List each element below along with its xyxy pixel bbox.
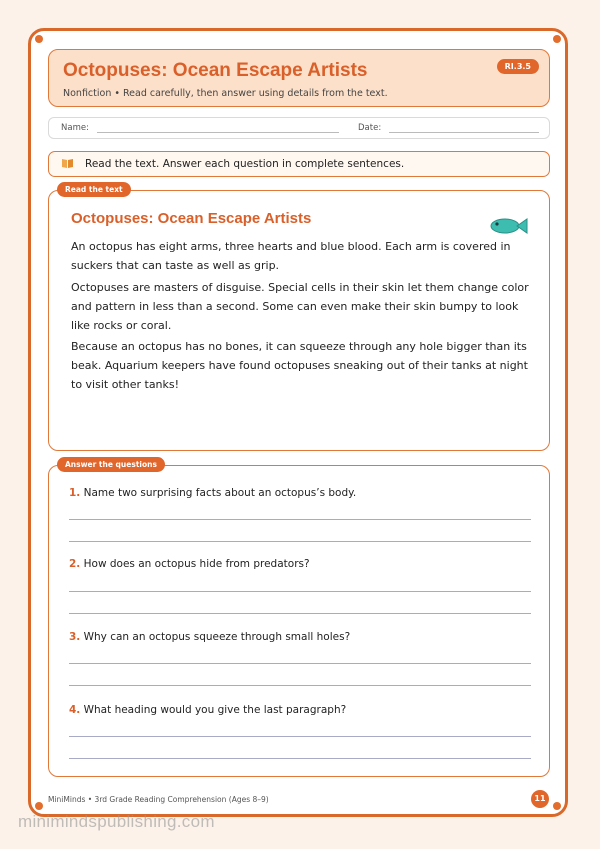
reading-paragraph: An octopus has eight arms, three hearts and blue blood. Each arm is covered in suckers that can taste as well as grip. <box>71 240 511 272</box>
question-1: 1. Name two surprising facts about an octopus’s body. <box>69 487 357 499</box>
reading-paragraph: Because an octopus has no bones, it can squeeze through any hole bigger than its beak. Aquarium keepers have found octopuses sneaking out of their tanks at night to visit other tanks! <box>71 340 528 391</box>
date-label: Date: <box>358 123 382 133</box>
name-field[interactable] <box>97 132 339 133</box>
question-4: 4. What heading would you give the last paragraph? <box>69 704 347 716</box>
answer-line[interactable] <box>69 613 531 614</box>
reading-paragraph: Octopuses are masters of disguise. Special cells in their skin let them change color and pattern in less than a second. Some can even make their skin bumpy to look like rocks or coral. <box>71 281 529 332</box>
answer-line[interactable] <box>69 663 531 664</box>
answer-line[interactable] <box>69 685 531 686</box>
corner-dot <box>553 35 561 43</box>
footer-text: MiniMinds • 3rd Grade Reading Comprehension (Ages 8–9) <box>48 795 269 804</box>
reading-title: Octopuses: Ocean Escape Artists <box>71 210 312 227</box>
page-subtitle: Nonfiction • Read carefully, then answer using details from the text. <box>63 88 388 99</box>
page-number: 11 <box>531 790 549 808</box>
open-book-icon <box>61 158 74 169</box>
question-3: 3. Why can an octopus squeeze through small holes? <box>69 631 351 643</box>
question-2: 2. How does an octopus hide from predators? <box>69 558 310 570</box>
name-date-box <box>48 117 550 139</box>
answer-line[interactable] <box>69 591 531 592</box>
answer-line[interactable] <box>69 736 531 737</box>
name-label: Name: <box>61 123 89 133</box>
corner-dot <box>35 35 43 43</box>
watermark: minimindspublishing.com <box>18 812 215 831</box>
questions-section <box>48 460 550 777</box>
answer-line[interactable] <box>69 519 531 520</box>
date-field[interactable] <box>389 132 539 133</box>
instruction-box <box>48 151 550 177</box>
worksheet-header <box>48 49 550 107</box>
corner-dot <box>553 802 561 810</box>
page-title: Octopuses: Ocean Escape Artists <box>63 60 368 81</box>
corner-dot <box>35 802 43 810</box>
questions-tag: Answer the questions <box>57 457 165 472</box>
standard-badge: RI.3.5 <box>497 59 539 74</box>
instruction-text: Read the text. Answer each question in complete sentences. <box>85 158 405 170</box>
answer-line[interactable] <box>69 541 531 542</box>
reading-section <box>48 185 550 451</box>
fish-icon <box>489 215 529 237</box>
reading-tag: Read the text <box>57 182 131 197</box>
answer-line[interactable] <box>69 758 531 759</box>
